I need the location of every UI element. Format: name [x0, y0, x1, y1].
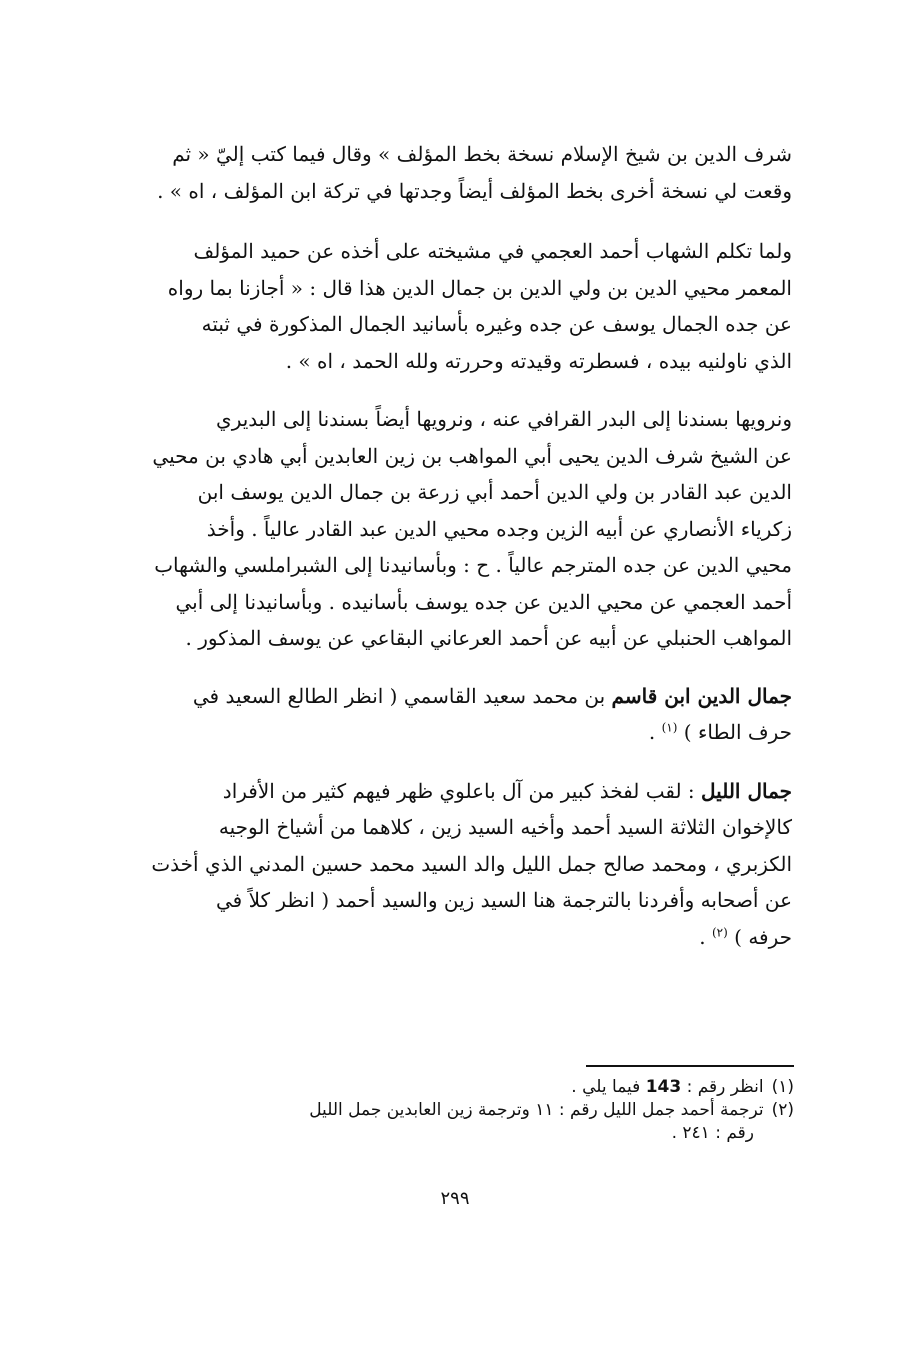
footnote-1 — [114, 1076, 794, 1099]
footnotes — [114, 1076, 794, 1145]
text-line: المواهب الحنبلي عن أبيه عن أحمد العرعاني البقاعي عن يوسف المذكور . — [185, 626, 792, 650]
entry-text: حرفه ) — [734, 924, 792, 949]
entry-text: . — [699, 924, 712, 949]
footnote-text: فيما يلي . — [571, 1077, 646, 1097]
footnote-entry-number: 143 — [645, 1077, 682, 1097]
entry-last-line — [114, 919, 792, 956]
footnote-text: ترجمة أحمد جمل الليل رقم : ١١ وترجمة زين العابدين جمل الليل — [309, 1100, 764, 1120]
entry-jamal-allayl — [114, 773, 792, 956]
text-line: المعمر محيي الدين بن ولي الدين بن جمال الدين هذا قال : « أجازنا بما رواه — [167, 275, 792, 300]
text-line: محيي الدين عن جده المترجم عالياً . ح : وبأسانيدنا إلى الشبراملسي والشهاب — [154, 553, 792, 577]
text-line: الكزبري ، ومحمد صالح جمل الليل والد السيد محمد حسين المدني الذي أخذت — [151, 851, 792, 876]
text-line: كالإخوان الثلاثة السيد أحمد وأخيه السيد زين ، كلاهما من أشياخ الوجيه — [218, 815, 792, 839]
entry-jamal-aldin — [114, 678, 792, 751]
text-line: الدين عبد القادر بن ولي الدين أحمد أبي زرعة بن جمال الدين يوسف ابن — [197, 480, 792, 504]
text-line: ولما تكلم الشهاب أحمد العجمي في مشيخته على أخذه عن حميد المؤلف — [193, 239, 792, 263]
footnote-number: (٢) — [771, 1100, 794, 1120]
text-line: شرف الدين بن شيخ الإسلام نسخة بخط المؤلف » وقال فيما كتب إليّ « ثم — [172, 142, 792, 166]
footnote-2 — [114, 1099, 794, 1122]
entry-heading: جمال الليل — [701, 778, 792, 803]
text-line: زكرياء الأنصاري عن أبيه الزين وجده محيي الدين عبد القادر عالياً . وأخذ — [206, 516, 792, 541]
text-line: وقعت لي نسخة أخرى بخط المؤلف أيضاً وجدتها في تركة ابن المؤلف ، اه » . — [157, 178, 792, 203]
entry-last-line — [114, 714, 792, 751]
entry-heading: جمال الدين ابن قاسم — [611, 683, 792, 708]
entry-text: : لقب لفخذ كبير من آل باعلوي ظهر فيهم كثير من الأفراد — [222, 778, 702, 803]
footnote-reference: (٢) — [711, 924, 728, 939]
entry-text: . — [648, 720, 662, 744]
text-line: ونرويها بسندنا إلى البدر القرافي عنه ، ونرويها أيضاً بسندنا إلى البديري — [216, 407, 792, 431]
paragraph-3 — [114, 401, 792, 657]
paragraph-1 — [114, 136, 792, 209]
entry-first-line — [114, 678, 792, 715]
page-number: ٢٩٩ — [440, 1188, 470, 1209]
main-text — [114, 136, 792, 955]
text-line: أحمد العجمي عن محيي الدين عن جده يوسف بأسانيده . وبأسانيدنا إلى أبي — [175, 589, 792, 614]
footnote-text: انظر رقم : — [681, 1077, 764, 1097]
footnote-2-continuation: رقم : ٢٤١ . — [671, 1123, 754, 1143]
text-line: عن الشيخ شرف الدين يحيى أبي المواهب بن زين العابدين أبي هادي بن محيي — [152, 443, 792, 468]
entry-text: بن محمد سعيد القاسمي ( انظر الطالع السعيد في — [192, 683, 612, 708]
text-line: عن أصحابه وأفردنا بالترجمة هنا السيد زين والسيد أحمد ( انظر كلاً في — [216, 888, 792, 912]
paragraph-2 — [114, 233, 792, 379]
footnote-reference: (١) — [661, 720, 678, 735]
footnote-divider — [586, 1065, 794, 1067]
footnote-number: (١) — [771, 1077, 794, 1097]
entry-first-line — [114, 773, 792, 810]
text-line: عن جده الجمال يوسف عن جده وغيره بأسانيد الجمال المذكورة في ثبته — [201, 312, 792, 336]
entry-text: حرف الطاء ) — [683, 720, 792, 744]
text-line: الذي ناولنيه بيده ، فسطرته وقيدته وحررته ولله الحمد ، اه » . — [285, 348, 792, 373]
